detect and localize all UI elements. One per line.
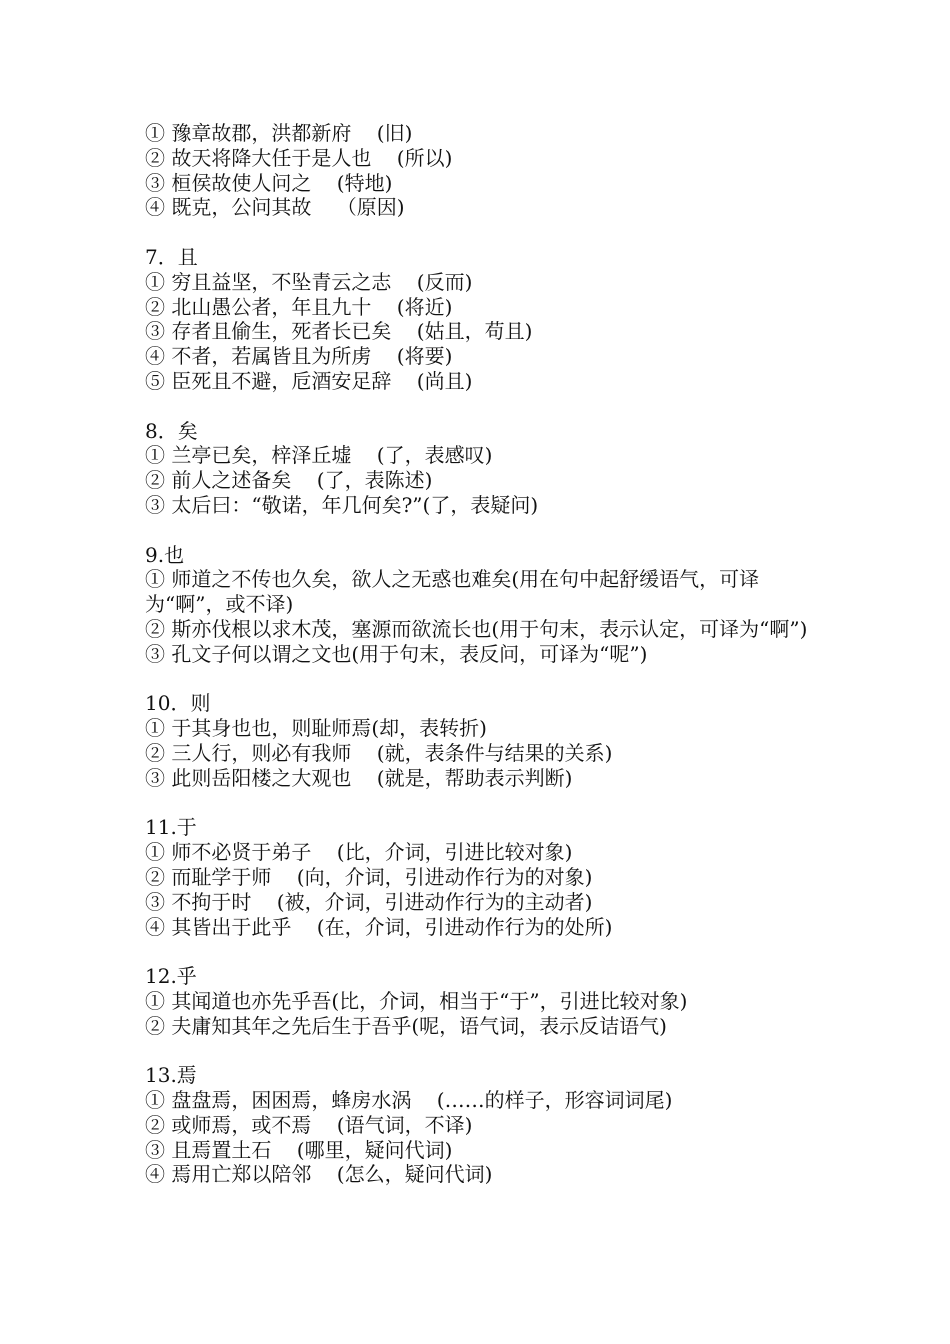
section-spacer bbox=[145, 939, 825, 964]
entry-line: ② 或师焉，或不焉 (语气词，不译) bbox=[145, 1112, 473, 1137]
section-spacer bbox=[145, 518, 825, 543]
entry-line: ③ 且焉置土石 (哪里，疑问代词) bbox=[145, 1137, 453, 1162]
entry-line: ① 师不必贤于弟子 (比，介词，引进比较对象) bbox=[145, 840, 573, 865]
entry-line: ① 豫章故郡，洪都新府 (旧) bbox=[145, 121, 413, 145]
section-heading: 7．且 bbox=[145, 244, 198, 269]
entry-line: ② 前人之述备矣 (了，表陈述) bbox=[145, 468, 433, 493]
entry-line: ③ 太后曰：“敬诺，年几何矣?”(了，表疑问) bbox=[145, 492, 539, 517]
entry-line: ② 故天将降大任于是人也 (所以) bbox=[145, 145, 453, 170]
section-yi bbox=[145, 419, 825, 518]
entry-line: ② 夫庸知其年之先后生于吾乎(呢，语气词，表示反诘语气) bbox=[145, 1013, 667, 1038]
entry-line: ① 于其身也也，则耻师焉(却，表转折) bbox=[145, 716, 487, 741]
section-heading: 8．矣 bbox=[145, 418, 198, 443]
entry-line: ③ 此则岳阳楼之大观也 (就是，帮助表示判断) bbox=[145, 765, 573, 790]
entry-line: ③ 孔文子何以谓之文也(用于句末，表反问，可译为“呢”) bbox=[145, 641, 648, 666]
section-spacer bbox=[145, 220, 825, 245]
section-hu bbox=[145, 964, 825, 1038]
entry-line: ② 北山愚公者，年且九十 (将近) bbox=[145, 294, 453, 319]
section-spacer bbox=[145, 1038, 825, 1063]
section-heading: 10．则 bbox=[145, 691, 211, 716]
section-qie bbox=[145, 245, 825, 394]
entry-line: ⑤ 臣死且不避，卮酒安足辞 (尚且) bbox=[145, 368, 473, 393]
section-ze bbox=[145, 691, 825, 790]
entry-line: ② 而耻学于师 (向，介词，引进动作行为的对象) bbox=[145, 864, 593, 889]
section-spacer bbox=[145, 667, 825, 692]
section-heading: 12.乎 bbox=[145, 964, 197, 989]
entry-line: ① 兰亭已矣，梓泽丘墟 (了，表感叹) bbox=[145, 443, 493, 468]
entry-line: ③ 桓侯故使人问之 (特地) bbox=[145, 170, 393, 195]
document-body bbox=[145, 121, 825, 1187]
entry-line: ② 斯亦伐根以求木茂，塞源而欲流长也(用于句末，表示认定，可译为“啊”) bbox=[145, 616, 808, 641]
entry-line: ② 三人行，则必有我师 (就，表条件与结果的关系) bbox=[145, 740, 613, 765]
entry-line: ④ 不者，若属皆且为所虏 (将要) bbox=[145, 344, 453, 369]
entry-line: ① 穷且益坚，不坠青云之志 (反而) bbox=[145, 269, 473, 294]
entry-line: ③ 存者且偷生，死者长已矣 (姑且，苟且) bbox=[145, 319, 533, 344]
section-yan bbox=[145, 1063, 825, 1187]
entry-line: ④ 焉用亡郑以陪邻 (怎么，疑问代词) bbox=[145, 1162, 493, 1187]
section-gu bbox=[145, 121, 825, 220]
section-spacer bbox=[145, 791, 825, 816]
entry-line: ④ 既克，公问其故 （原因) bbox=[145, 195, 405, 220]
section-heading: 13.焉 bbox=[145, 1063, 197, 1088]
section-yu bbox=[145, 815, 825, 939]
section-heading: 11.于 bbox=[145, 815, 197, 840]
entry-line: ① 其闻道也亦先乎吾(比，介词，相当于“于”，引进比较对象) bbox=[145, 988, 688, 1013]
section-heading: 9.也 bbox=[145, 542, 185, 567]
entry-line: ③ 不拘于时 (被，介词，引进动作行为的主动者) bbox=[145, 889, 593, 914]
section-ye bbox=[145, 543, 825, 667]
entry-line: ① 师道之不传也久矣，欲人之无惑也难矣(用在句中起舒缓语气，可译为“啊”，或不译) bbox=[145, 567, 760, 617]
entry-line: ① 盘盘焉，困困焉，蜂房水涡 (……的样子，形容词词尾) bbox=[145, 1088, 673, 1113]
section-spacer bbox=[145, 394, 825, 419]
entry-line: ④ 其皆出于此乎 (在，介词，引进动作行为的处所) bbox=[145, 914, 613, 939]
